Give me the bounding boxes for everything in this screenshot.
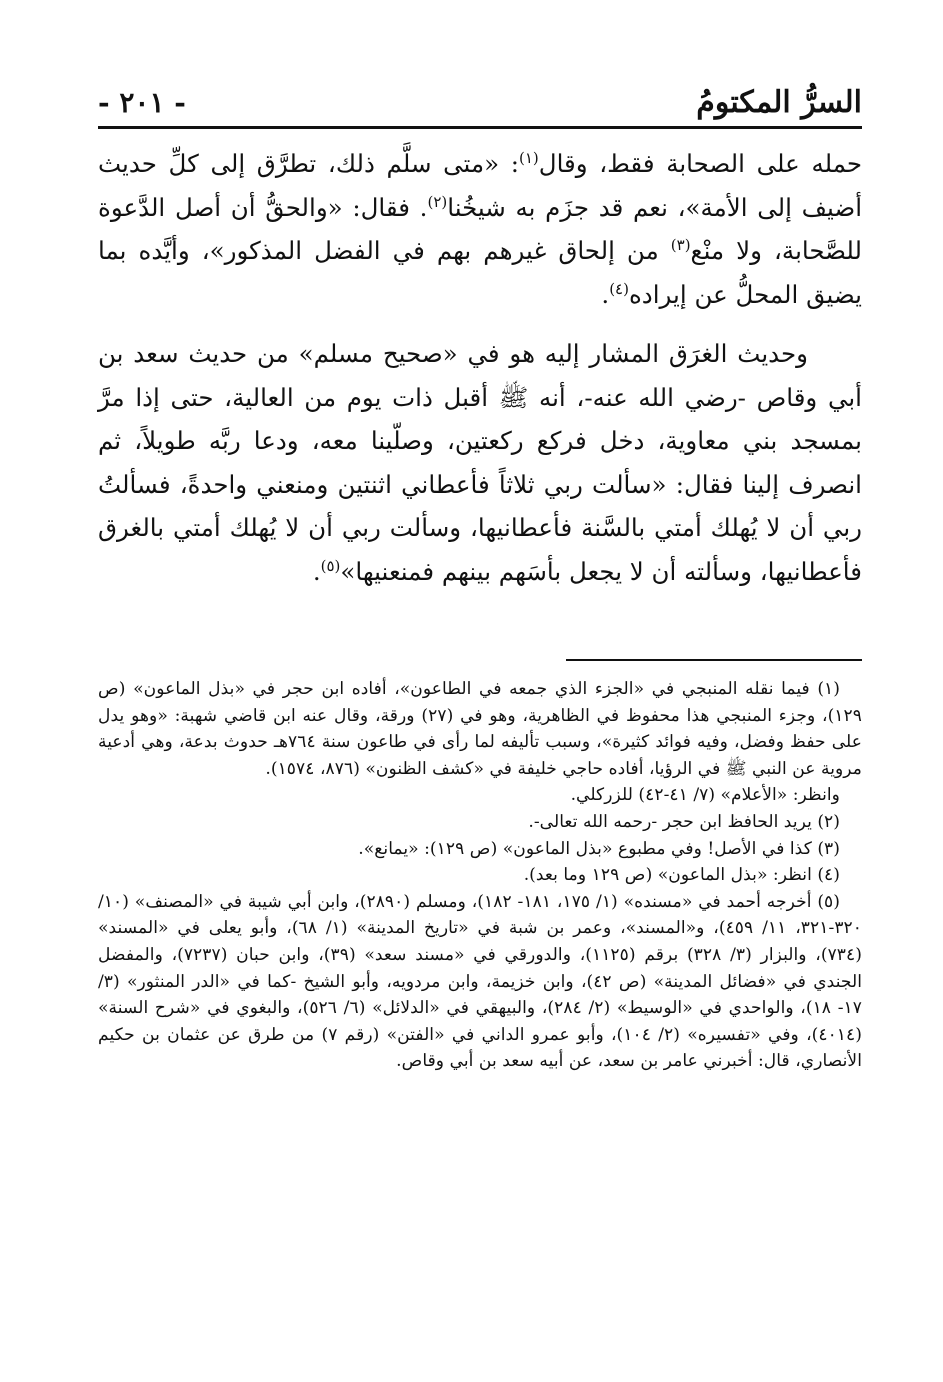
footnote: وانظر: «الأعلام» (٧/ ٤١-٤٢) للزركلي. (570, 785, 840, 806)
text-run: حمله على الصحابة فقط، وقال (538, 149, 863, 178)
text-run: : «متى سلَّم ذلك، تطرَّق إلى كلِّ حديث أضيف إلى الأمة»، نعم قد جزَم به شيخُنا (98, 149, 862, 222)
footnote-ref[interactable]: (٥) (320, 556, 341, 575)
text-run: من إلحاق غيرهم بهم في الفضل المذكور»، وأيَّده بما يضيق المحلُّ عن إيراده (98, 236, 862, 309)
paragraph (98, 332, 862, 593)
footnotes (98, 676, 862, 1075)
footnote-ref[interactable]: (٤) (609, 279, 629, 298)
paragraph (98, 142, 862, 316)
text-run: . (312, 556, 321, 586)
main-text (98, 142, 862, 593)
running-title: السرُّ المكتومُ (696, 84, 862, 120)
footnote: (٣) كذا في الأصل! وفي مطبوع «بذل الماعون» (ص ١٢٩): «يمانع». (358, 838, 840, 859)
footnote: (٥) أخرجه أحمد في «مسنده» (١/ ١٧٥، ١٨١- ١٨٢)، ومسلم (٢٨٩٠)، وابن أبي شيبة في «المصنف» (١٠/ ٣٢٠-٣٢١، ١١/ ٤٥٩)، و«المسند»، وعمر بن شبة في «تاريخ المدينة» (١/ ٦٨)، وأبو يعلى في «المسند» (٧٣٤)، والبزار (٣/ ٣٢٨) برقم (١١٢٥)، والدورقي في «مسند سعد» (٣٩)، وابن حبان (٧٢٣٧)، والمفضل الجندي في «فضائل المدينة» (ص ٤٢)، وابن خزيمة، وابن مردويه، وأبو الشيخ -كما في «الدر المنثور» (٣/ ١٧- ١٨)، والواحدي في «الوسيط» (٢/ ٢٨٤)، والبيهقي في «الدلائل» (٦/ ٥٢٦)، والبغوي في «شرح السنة» (٤٠١٤)، وفي «تفسيره» (٢/ ١٠٤)، وأبو عمرو الداني في «الفتن» (رقم ٧) من طرق عن عثمان بن حكيم الأنصاري، قال: أخبرني عامر بن سعد، عن أبيه سعد بن أبي وقاص. (98, 891, 863, 1072)
footnote-ref[interactable]: (٣) (670, 235, 691, 254)
footnote-divider (566, 659, 862, 661)
text-run: . (601, 279, 610, 309)
text-run: . فقال: «والحقُّ أن أصل الدَّعوة للصَّحابة، ولا منْع (98, 192, 862, 265)
header-divider (98, 126, 862, 129)
footnote: (١) فيما نقله المنبجي في «الجزء الذي جمعه في الطاعون»، أفاده ابن حجر في «بذل الماعون» (ص ١٢٩)، وجزء المنبجي هذا محفوظ في الظاهرية، وهو في (٢٧) ورقة، وقال عنه ابن قاضي شهبة: «وهو يدل على حفظ وفضل، وفيه فوائد كثيرة»، وسبب تأليفه لما رأى في طاعون سنة ٧٦٤هـ حدوث بدعة، وهي أدعية مروية عن النبي ﷺ في الرؤيا، أفاده حاجي خليفة في «كشف الظنون» (٨٧٦، ١٥٧٤). (98, 679, 862, 779)
page-header (98, 80, 862, 124)
footnote-ref[interactable]: (١) (519, 148, 539, 167)
footnote: (٤) انظر: «بذل الماعون» (ص ١٢٩ وما بعد). (523, 865, 840, 886)
footnote-ref[interactable]: (٢) (427, 192, 448, 211)
footnote: (٢) يريد الحافظ ابن حجر -رحمه الله تعالى-. (528, 811, 840, 832)
page-number: - ٢٠١ - (98, 85, 186, 119)
text-run: وحديث الغرَق المشار إليه هو في «صحيح مسلم» من حديث سعد بن أبي وقاص -رضي الله عنه-، أنه ﷺ أقبل ذات يوم من العالية، حتى إذا مرَّ بمسجد بني معاوية، دخل فركع ركعتين، وصلّينا معه، ودعا ربَّه طويلاً، ثم انصرف إلينا فقال: «سألت ربي ثلاثاً فأعطاني اثنتين ومنعني واحدةً، فسألتُ ربي أن لا يُهلك أمتي بالسَّنة فأعطانيها، وسألت ربي أن لا يُهلك أمتي بالغرق فأعطانيها، وسألته أن لا يجعل بأسَهم بينهم فمنعنيها» (98, 339, 862, 586)
